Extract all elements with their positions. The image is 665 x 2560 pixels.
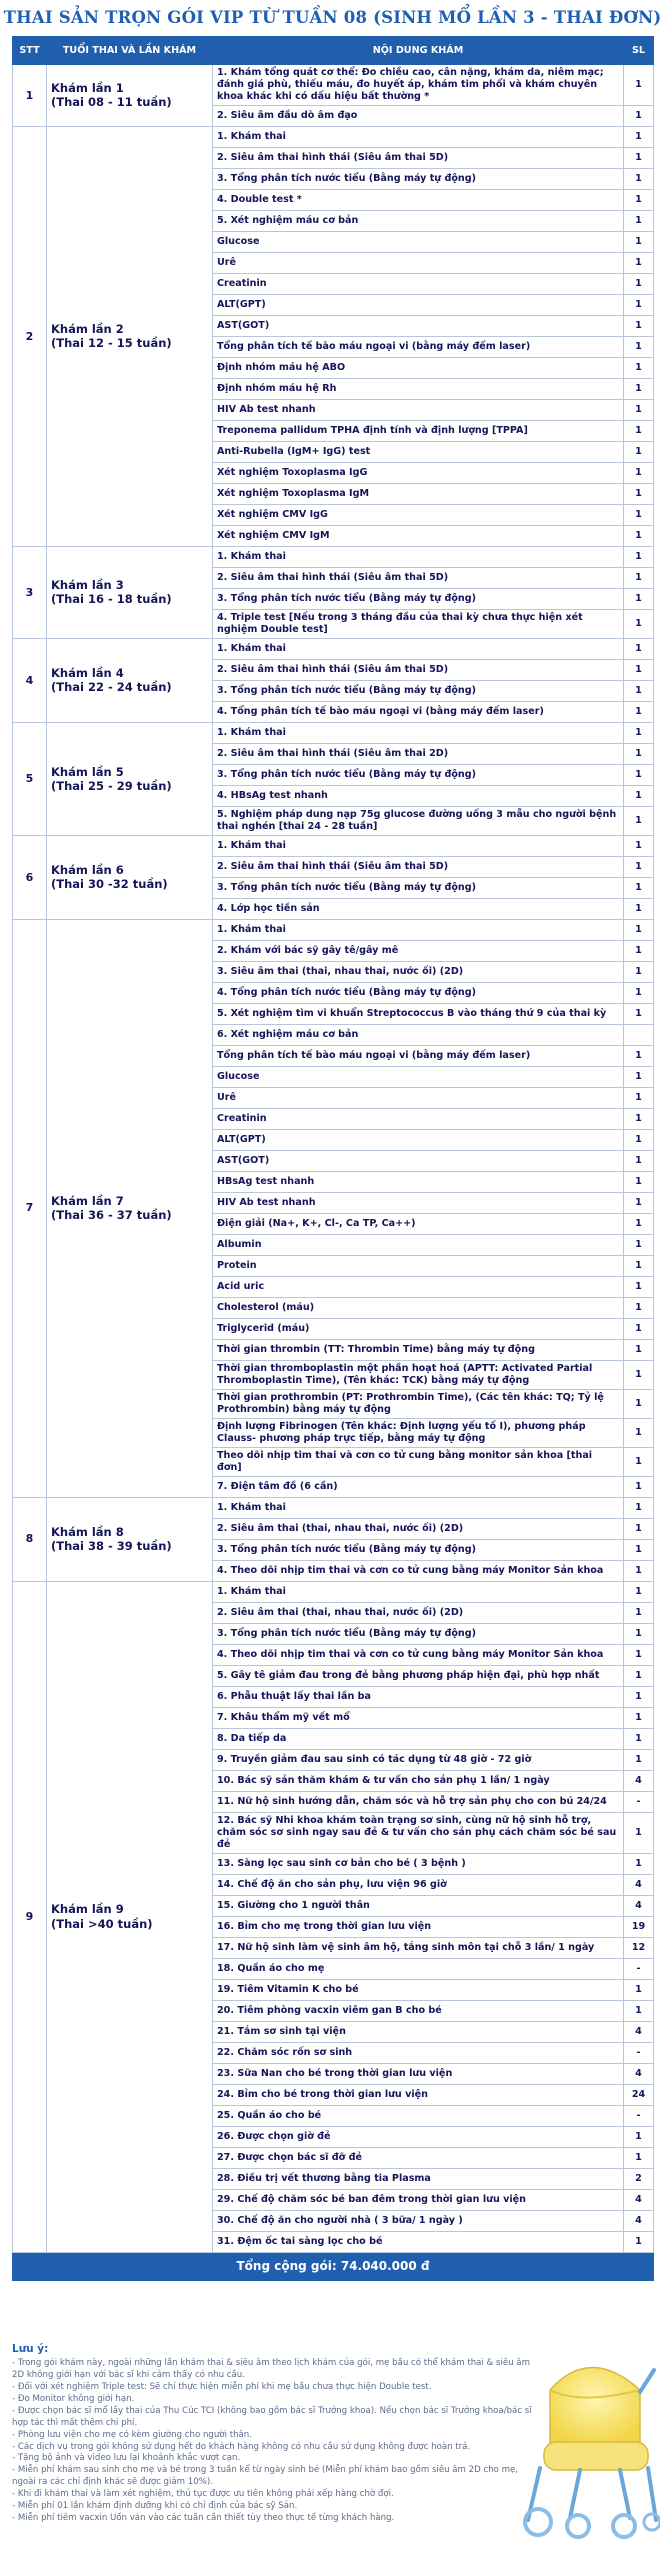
service-item: Xét nghiệm CMV IgM: [213, 525, 624, 546]
service-item: HBsAg test nhanh: [213, 1171, 624, 1192]
service-quantity: 1: [624, 357, 654, 378]
service-quantity: 1: [624, 940, 654, 961]
header-visit: TUỔI THAI VÀ LẦN KHÁM: [47, 37, 213, 65]
header-qty: SL: [624, 37, 654, 65]
service-item: Định nhóm máu hệ ABO: [213, 357, 624, 378]
visit-name: Khám lần 9: [51, 1902, 124, 1917]
visit-label: [47, 546, 213, 638]
visit-number: 5: [13, 722, 47, 835]
service-quantity: 1: [624, 1539, 654, 1560]
service-quantity: 1: [624, 1360, 654, 1389]
service-quantity: 1: [624, 785, 654, 806]
service-item: Thời gian prothrombin (PT: Prothrombin Time), (Các tên khác: TQ; Tỷ lệ Prothrombin) bằng máy tự động: [213, 1389, 624, 1418]
service-quantity: 2: [624, 2168, 654, 2189]
service-quantity: 1: [624, 1339, 654, 1360]
service-quantity: 1: [624, 1979, 654, 2000]
note-line: - Miễn phí khám sau sinh cho mẹ và bé trong 3 tuần kể từ ngày sinh bé (Miễn phí khám bao gồm siêu âm 2D cho mẹ, ngoài ra các chỉ định khác sẽ được giảm 10%).: [12, 2465, 519, 2488]
visit-name: Khám lần 5: [51, 764, 124, 779]
service-quantity: 1: [624, 1602, 654, 1623]
service-item: Xét nghiệm Toxoplasma IgM: [213, 483, 624, 504]
service-item: Acid uric: [213, 1276, 624, 1297]
service-item: Creatinin: [213, 1108, 624, 1129]
service-quantity: 1: [624, 1853, 654, 1874]
service-item: 23. Sữa Nan cho bé trong thời gian lưu viện: [213, 2063, 624, 2084]
service-item: 4. Tổng phân tích tế bào máu ngoại vi (bằng máy đếm laser): [213, 701, 624, 722]
service-item: 4. Triple test [Nếu trong 3 tháng đầu của thai kỳ chưa thực hiện xét nghiệm Double test]: [213, 609, 624, 638]
service-quantity: 1: [624, 399, 654, 420]
service-quantity: 1: [624, 1560, 654, 1581]
service-item: Triglycerid (máu): [213, 1318, 624, 1339]
service-item: 5. Gây tê giảm đau trong đẻ bằng phương pháp hiện đại, phù hợp nhất: [213, 1665, 624, 1686]
service-item: AST(GOT): [213, 1150, 624, 1171]
table-row: [13, 919, 654, 940]
note-line: - Khi đi khám thai và làm xét nghiệm, thủ tục được ưu tiên không phải xếp hàng chờ đợi.: [12, 2488, 394, 2499]
table-row: [13, 65, 654, 106]
service-quantity: 1: [624, 919, 654, 940]
service-item: Creatinin: [213, 273, 624, 294]
service-item: 5. Nghiệm pháp dung nạp 75g glucose đường uống 3 mẫu cho người bệnh thai nghén [thai 24 - 28 tuần]: [213, 806, 624, 835]
table-row: [13, 126, 654, 147]
note-line: - Các dịch vụ trong gói không sử dụng hết do khách hàng không có nhu cầu sử dụng không được hoàn trả.: [12, 2441, 471, 2452]
table-header-row: [13, 37, 654, 65]
service-quantity: 1: [624, 546, 654, 567]
service-item: Treponema pallidum TPHA định tính và định lượng [TPPA]: [213, 420, 624, 441]
table-row: [13, 722, 654, 743]
service-item: 2. Siêu âm thai hình thái (Siêu âm thai 5D): [213, 147, 624, 168]
visit-week-range: (Thai 38 - 39 tuần): [51, 1539, 172, 1554]
service-item: 1. Khám thai: [213, 919, 624, 940]
service-quantity: 1: [624, 252, 654, 273]
service-item: 10. Bác sỹ sản thăm khám & tư vấn cho sản phụ 1 lần/ 1 ngày: [213, 1770, 624, 1791]
service-quantity: 1: [624, 483, 654, 504]
service-item: 11. Nữ hộ sinh hướng dẫn, chăm sóc và hỗ trợ sản phụ cho con bú 24/24: [213, 1791, 624, 1812]
note-line: - Miễn phí tiêm vacxin Uốn ván vào các tuần cần thiết tùy theo thực tế từng khách hàng.: [12, 2512, 395, 2523]
service-item: 4. Double test *: [213, 189, 624, 210]
note-line: - Trong gói khám này, ngoài những lần khám thai & siêu âm theo lịch khám của gói, mẹ bầu có thể khám thai & siêu âm 2D không giới hạn với bác sĩ khi cảm thấy có nhu cầu.: [12, 2358, 530, 2381]
service-quantity: 1: [624, 898, 654, 919]
table-row: [13, 835, 654, 856]
service-quantity: 1: [624, 1686, 654, 1707]
service-quantity: [624, 1024, 654, 1045]
service-item: 4. Theo dõi nhịp tim thai và cơn co tử cung bằng máy Monitor Sản khoa: [213, 1644, 624, 1665]
visit-number: 7: [13, 919, 47, 1497]
service-item: 3. Tổng phân tích nước tiểu (Bằng máy tự động): [213, 1539, 624, 1560]
service-quantity: 1: [624, 1418, 654, 1447]
service-quantity: 1: [624, 1749, 654, 1770]
service-item: 2. Siêu âm thai (thai, nhau thai, nước ối) (2D): [213, 1602, 624, 1623]
service-quantity: 1: [624, 961, 654, 982]
note-line: - Đo Monitor không giới hạn.: [12, 2394, 135, 2405]
service-item: 1. Khám thai: [213, 546, 624, 567]
service-quantity: 1: [624, 743, 654, 764]
service-item: 1. Khám thai: [213, 1581, 624, 1602]
service-quantity: 1: [624, 2000, 654, 2021]
service-quantity: 1: [624, 378, 654, 399]
service-item: Protein: [213, 1255, 624, 1276]
notes-section: [12, 2342, 532, 2525]
service-item: Xét nghiệm CMV IgG: [213, 504, 624, 525]
service-quantity: 1: [624, 1192, 654, 1213]
note-line: - Miễn phí 01 lần khám định dưỡng khi có chỉ định của bác sỹ Sản.: [12, 2500, 298, 2511]
service-quantity: 1: [624, 231, 654, 252]
service-quantity: 1: [624, 189, 654, 210]
service-item: 31. Đệm ốc tai sàng lọc cho bé: [213, 2231, 624, 2252]
service-item: Tổng phân tích tế bào máu ngoại vi (bằng máy đếm laser): [213, 336, 624, 357]
table-body: [13, 65, 654, 2253]
service-quantity: 4: [624, 2210, 654, 2231]
service-item: 3. Tổng phân tích nước tiểu (Bằng máy tự động): [213, 1623, 624, 1644]
service-quantity: 1: [624, 336, 654, 357]
service-quantity: 1: [624, 701, 654, 722]
service-item: Glucose: [213, 231, 624, 252]
visit-name: Khám lần 8: [51, 1524, 124, 1539]
service-item: Định nhóm máu hệ Rh: [213, 378, 624, 399]
service-quantity: 1: [624, 1623, 654, 1644]
service-quantity: 1: [624, 273, 654, 294]
visit-week-range: (Thai 08 - 11 tuần): [51, 95, 172, 110]
service-quantity: 1: [624, 1297, 654, 1318]
visit-label: [47, 638, 213, 722]
service-quantity: 1: [624, 1003, 654, 1024]
service-item: 16. Bỉm cho mẹ trong thời gian lưu viện: [213, 1916, 624, 1937]
service-item: 6. Phẫu thuật lấy thai lần ba: [213, 1686, 624, 1707]
service-quantity: 1: [624, 1389, 654, 1418]
service-item: 4. Tổng phân tích nước tiểu (Bằng máy tự động): [213, 982, 624, 1003]
service-quantity: -: [624, 2105, 654, 2126]
service-item: 27. Được chọn bác sĩ đỡ đẻ: [213, 2147, 624, 2168]
visit-name: Khám lần 3: [51, 578, 124, 593]
service-item: 24. Bỉm cho bé trong thời gian lưu viện: [213, 2084, 624, 2105]
service-item: 26. Được chọn giờ đẻ: [213, 2126, 624, 2147]
service-item: Urê: [213, 1087, 624, 1108]
service-quantity: -: [624, 2042, 654, 2063]
service-item: 5. Xét nghiệm máu cơ bản: [213, 210, 624, 231]
service-item: Urê: [213, 252, 624, 273]
visit-number: 9: [13, 1581, 47, 2252]
visit-number: 4: [13, 638, 47, 722]
service-item: 4. Theo dõi nhịp tim thai và cơn co tử cung bằng máy Monitor Sản khoa: [213, 1560, 624, 1581]
service-item: Cholesterol (máu): [213, 1297, 624, 1318]
service-item: Thời gian thromboplastin một phần hoạt hoá (APTT: Activated Partial Thromboplastin Time), (Tên khác: TCK) bằng máy tự động: [213, 1360, 624, 1389]
service-item: 1. Khám thai: [213, 835, 624, 856]
visit-number: 6: [13, 835, 47, 919]
service-quantity: 1: [624, 638, 654, 659]
service-quantity: 1: [624, 1581, 654, 1602]
service-item: 1. Khám thai: [213, 126, 624, 147]
service-quantity: 4: [624, 1874, 654, 1895]
service-item: 29. Chế độ chăm sóc bé ban đêm trong thời gian lưu viện: [213, 2189, 624, 2210]
service-quantity: 1: [624, 835, 654, 856]
service-item: 8. Da tiếp da: [213, 1728, 624, 1749]
service-item: 4. Lớp học tiền sản: [213, 898, 624, 919]
table-row: [13, 546, 654, 567]
service-item: 3. Tổng phân tích nước tiểu (Bằng máy tự động): [213, 588, 624, 609]
service-quantity: 1: [624, 1707, 654, 1728]
page-title: THAI SẢN TRỌN GÓI VIP TỪ TUẦN 08 (SINH MỔ LẦN 3 - THAI ĐƠN): [3, 7, 662, 27]
service-item: 14. Chế độ ăn cho sản phụ, lưu viện 96 giờ: [213, 1874, 624, 1895]
total-row: [13, 2252, 654, 2280]
service-item: 20. Tiêm phòng vacxin viêm gan B cho bé: [213, 2000, 624, 2021]
visit-name: Khám lần 6: [51, 863, 124, 878]
service-quantity: 1: [624, 105, 654, 126]
service-item: 1. Khám tổng quát cơ thể: Đo chiều cao, cân nặng, khám da, niêm mạc; đánh giá phù, thiếu máu, đo huyết áp, khám tim phổi và khám chuyên khoa khác khi có dấu hiệu bất thường *: [213, 65, 624, 106]
service-item: Tổng phân tích tế bào máu ngoại vi (bằng máy đếm laser): [213, 1045, 624, 1066]
service-quantity: 1: [624, 680, 654, 701]
service-quantity: 4: [624, 1770, 654, 1791]
visit-name: Khám lần 7: [51, 1193, 124, 1208]
service-item: HIV Ab test nhanh: [213, 399, 624, 420]
service-quantity: 1: [624, 168, 654, 189]
service-item: 4. HBsAg test nhanh: [213, 785, 624, 806]
service-quantity: 1: [624, 567, 654, 588]
service-item: 3. Tổng phân tích nước tiểu (Bằng máy tự động): [213, 877, 624, 898]
service-item: Anti-Rubella (IgM+ IgG) test: [213, 441, 624, 462]
visit-week-range: (Thai 12 - 15 tuần): [51, 336, 172, 351]
package-table: [12, 36, 654, 2281]
service-item: 22. Chăm sóc rốn sơ sinh: [213, 2042, 624, 2063]
service-quantity: 1: [624, 1812, 654, 1853]
visit-label: [47, 1581, 213, 2252]
note-line: - Phòng lưu viện cho mẹ có kèm giường cho người thân.: [12, 2429, 252, 2440]
service-item: 2. Siêu âm đầu dò âm đạo: [213, 105, 624, 126]
service-item: HIV Ab test nhanh: [213, 1192, 624, 1213]
visit-label: [47, 835, 213, 919]
visit-label: [47, 919, 213, 1497]
service-quantity: 4: [624, 1895, 654, 1916]
service-item: 7. Khâu thẩm mỹ vết mổ: [213, 1707, 624, 1728]
service-quantity: 1: [624, 525, 654, 546]
service-item: 15. Giường cho 1 người thân: [213, 1895, 624, 1916]
visit-name: Khám lần 1: [51, 81, 124, 96]
service-item: Albumin: [213, 1234, 624, 1255]
service-quantity: 1: [624, 609, 654, 638]
visit-week-range: (Thai 36 - 37 tuần): [51, 1208, 172, 1223]
service-quantity: 1: [624, 504, 654, 525]
visit-number: 3: [13, 546, 47, 638]
note-line: - Tặng bộ ảnh và video lưu lại khoảnh khắc vượt cạn.: [12, 2453, 241, 2464]
service-quantity: 1: [624, 1129, 654, 1150]
service-quantity: 1: [624, 856, 654, 877]
service-quantity: 1: [624, 1276, 654, 1297]
service-item: 2. Khám với bác sỹ gây tê/gây mê: [213, 940, 624, 961]
service-quantity: 1: [624, 659, 654, 680]
service-item: 2. Siêu âm thai hình thái (Siêu âm thai 5D): [213, 567, 624, 588]
service-quantity: 1: [624, 1108, 654, 1129]
service-item: 28. Điều trị vết thương bằng tia Plasma: [213, 2168, 624, 2189]
service-quantity: -: [624, 1958, 654, 1979]
service-quantity: 1: [624, 982, 654, 1003]
service-quantity: 1: [624, 294, 654, 315]
service-quantity: 1: [624, 126, 654, 147]
service-quantity: 4: [624, 2021, 654, 2042]
service-item: AST(GOT): [213, 315, 624, 336]
service-quantity: 1: [624, 1728, 654, 1749]
service-quantity: 1: [624, 1497, 654, 1518]
visit-name: Khám lần 4: [51, 666, 124, 681]
service-quantity: 1: [624, 1066, 654, 1087]
visit-week-range: (Thai 22 - 24 tuần): [51, 680, 172, 695]
header-stt: STT: [13, 37, 47, 65]
visit-number: 1: [13, 65, 47, 127]
service-item: 19. Tiêm Vitamin K cho bé: [213, 1979, 624, 2000]
service-quantity: 1: [624, 1318, 654, 1339]
service-item: 2. Siêu âm thai (thai, nhau thai, nước ối) (2D): [213, 1518, 624, 1539]
service-item: 13. Sàng lọc sau sinh cơ bản cho bé ( 3 bệnh ): [213, 1853, 624, 1874]
visit-name: Khám lần 2: [51, 322, 124, 337]
visit-number: 2: [13, 126, 47, 546]
service-item: Glucose: [213, 1066, 624, 1087]
service-quantity: 1: [624, 2147, 654, 2168]
header-content: NỘI DUNG KHÁM: [213, 37, 624, 65]
service-item: Theo dõi nhịp tim thai và cơn co tử cung bằng monitor sản khoa [thai đơn]: [213, 1447, 624, 1476]
service-quantity: 1: [624, 1213, 654, 1234]
total-price: Tổng cộng gói: 74.040.000 đ: [13, 2252, 654, 2280]
service-item: 6. Xét nghiệm máu cơ bản: [213, 1024, 624, 1045]
service-quantity: 1: [624, 65, 654, 106]
service-item: 3. Siêu âm thai (thai, nhau thai, nước ối) (2D): [213, 961, 624, 982]
note-line: - Được chọn bác sĩ mổ lấy thai của Thu Cúc TCI (không bao gồm bác sĩ Trưởng khoa). Nếu chọn bác sĩ Trưởng khoa/bác sĩ hợp tác thì mất thêm chi phí.: [12, 2405, 532, 2428]
notes-list: [12, 2358, 532, 2524]
service-item: 21. Tắm sơ sinh tại viện: [213, 2021, 624, 2042]
service-item: Xét nghiệm Toxoplasma IgG: [213, 462, 624, 483]
service-item: Thời gian thrombin (TT: Thrombin Time) bằng máy tự động: [213, 1339, 624, 1360]
visit-week-range: (Thai 25 - 29 tuần): [51, 778, 172, 793]
service-item: 12. Bác sỹ Nhi khoa khám toàn trạng sơ sinh, cùng nữ hộ sinh hỗ trợ, chăm sóc sơ sinh ngay sau đẻ & tư vấn cho sản phụ cách chăm sóc bé sau đẻ: [213, 1812, 624, 1853]
visit-week-range: (Thai 16 - 18 tuần): [51, 592, 172, 607]
table-row: [13, 638, 654, 659]
service-quantity: 1: [624, 1518, 654, 1539]
service-item: 18. Quần áo cho mẹ: [213, 1958, 624, 1979]
note-line: - Đối với xét nghiệm Triple test: Sẽ chỉ thực hiện miễn phí khi mẹ bầu chưa thực hiện Double test.: [12, 2382, 432, 2393]
service-item: 5. Xét nghiệm tìm vi khuẩn Streptococcus B vào tháng thứ 9 của thai kỳ: [213, 1003, 624, 1024]
service-quantity: 1: [624, 1234, 654, 1255]
service-item: ALT(GPT): [213, 294, 624, 315]
service-item: 3. Tổng phân tích nước tiểu (Bằng máy tự động): [213, 680, 624, 701]
service-item: 25. Quần áo cho bé: [213, 2105, 624, 2126]
visit-label: [47, 65, 213, 127]
service-item: 3. Tổng phân tích nước tiểu (Bằng máy tự động): [213, 764, 624, 785]
service-item: 9. Truyền giảm đau sau sinh có tác dụng từ 48 giờ - 72 giờ: [213, 1749, 624, 1770]
service-quantity: 12: [624, 1937, 654, 1958]
service-quantity: 1: [624, 1665, 654, 1686]
service-quantity: 1: [624, 764, 654, 785]
service-item: 17. Nữ hộ sinh làm vệ sinh âm hộ, tắng sinh môn tại chỗ 3 lần/ 1 ngày: [213, 1937, 624, 1958]
table-row: [13, 1581, 654, 1602]
service-quantity: 1: [624, 420, 654, 441]
visit-label: [47, 126, 213, 546]
service-item: 30. Chế độ ăn cho người nhà ( 3 bữa/ 1 ngày ): [213, 2210, 624, 2231]
visit-label: [47, 1497, 213, 1581]
service-item: Định lượng Fibrinogen (Tên khác: Định lượng yếu tố I), phương pháp Clauss- phương pháp trực tiếp, bằng máy tự động: [213, 1418, 624, 1447]
service-item: 2. Siêu âm thai hình thái (Siêu âm thai 2D): [213, 743, 624, 764]
service-quantity: 1: [624, 588, 654, 609]
service-quantity: 1: [624, 722, 654, 743]
service-quantity: 1: [624, 210, 654, 231]
service-quantity: 1: [624, 1447, 654, 1476]
service-quantity: 4: [624, 2063, 654, 2084]
service-quantity: 1: [624, 462, 654, 483]
service-item: 7. Điện tâm đồ (6 cần): [213, 1476, 624, 1497]
service-quantity: 1: [624, 877, 654, 898]
service-item: 1. Khám thai: [213, 722, 624, 743]
service-quantity: 24: [624, 2084, 654, 2105]
visit-week-range: (Thai >40 tuần): [51, 1916, 153, 1931]
service-quantity: 1: [624, 806, 654, 835]
service-item: 3. Tổng phân tích nước tiểu (Bằng máy tự động): [213, 168, 624, 189]
service-item: 1. Khám thai: [213, 638, 624, 659]
service-quantity: 1: [624, 2126, 654, 2147]
service-item: 1. Khám thai: [213, 1497, 624, 1518]
service-quantity: 1: [624, 1644, 654, 1665]
service-item: 2. Siêu âm thai hình thái (Siêu âm thai 5D): [213, 856, 624, 877]
visit-week-range: (Thai 30 -32 tuần): [51, 877, 168, 892]
service-item: 2. Siêu âm thai hình thái (Siêu âm thai 5D): [213, 659, 624, 680]
service-item: ALT(GPT): [213, 1129, 624, 1150]
table-row: [13, 1497, 654, 1518]
baby-stroller-illustration: [520, 2350, 660, 2540]
service-quantity: 19: [624, 1916, 654, 1937]
service-quantity: 4: [624, 2189, 654, 2210]
service-quantity: 1: [624, 1171, 654, 1192]
service-quantity: 1: [624, 1087, 654, 1108]
notes-title: Lưu ý:: [12, 2343, 49, 2355]
visit-number: 8: [13, 1497, 47, 1581]
service-quantity: 1: [624, 1255, 654, 1276]
service-item: Điện giải (Na+, K+, Cl-, Ca TP, Ca++): [213, 1213, 624, 1234]
service-quantity: 1: [624, 315, 654, 336]
service-quantity: 1: [624, 147, 654, 168]
visit-label: [47, 722, 213, 835]
service-quantity: 1: [624, 1150, 654, 1171]
service-quantity: 1: [624, 2231, 654, 2252]
service-quantity: 1: [624, 441, 654, 462]
service-quantity: 1: [624, 1045, 654, 1066]
service-quantity: -: [624, 1791, 654, 1812]
service-quantity: 1: [624, 1476, 654, 1497]
